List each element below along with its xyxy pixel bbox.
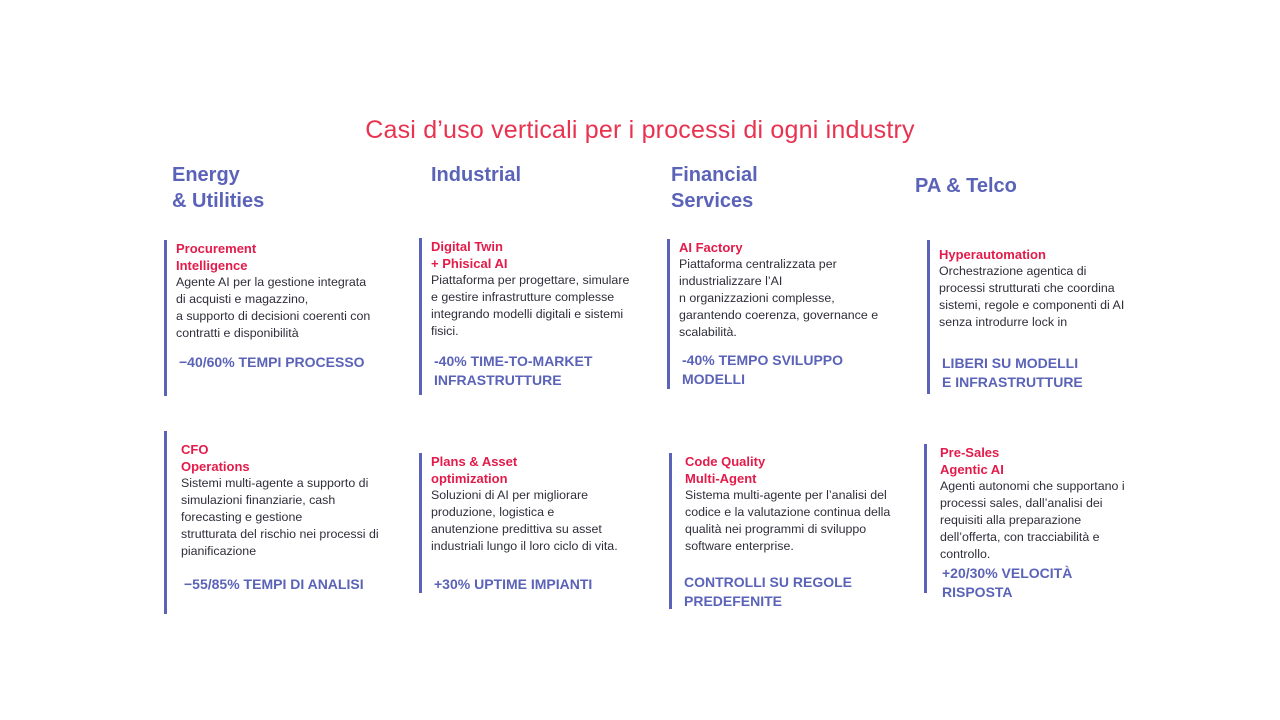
card-kpi: LIBERI SU MODELLI E INFRASTRUTTURE xyxy=(942,355,1083,390)
card-title: Code Quality Multi-Agent xyxy=(685,454,766,486)
use-case-card-hyperautomation xyxy=(927,240,1167,394)
card-description: Piattaforma per progettare, simulare e gestire infrastrutture complesse integrando modelli digitali e sistemi fisici. xyxy=(431,273,630,338)
card-description: Piattaforma centralizzata per industrializzare l’AI n organizzazioni complesse, garantendo coerenza, governance e scalabilità. xyxy=(679,257,879,339)
card-title: Hyperautomation xyxy=(939,247,1046,262)
card-title: Procurement Intelligence xyxy=(176,241,257,273)
card-kpi: −40/60% TEMPI PROCESSO xyxy=(179,354,365,370)
column-heading-financial-services: Financial Services xyxy=(671,164,758,212)
card-kpi: −55/85% TEMPI DI ANALISI xyxy=(184,576,364,592)
card-title: Plans & Asset optimization xyxy=(431,454,518,486)
card-description: Sistema multi-agente per l’analisi del codice e la valutazione continua della qualità nei programmi di sviluppo software enterprise. xyxy=(685,488,891,553)
card-description: Soluzioni di AI per migliorare produzione, logistica e anutenzione predittiva su asset industriali lungo il loro ciclo di vita. xyxy=(431,488,618,553)
column-heading-pa-telco: PA & Telco xyxy=(915,175,1017,197)
card-kpi: +30% UPTIME IMPIANTI xyxy=(434,576,593,592)
card-title: Pre-Sales Agentic AI xyxy=(940,445,1004,477)
card-kpi: -40% TEMPO SVILUPPO MODELLI xyxy=(682,352,844,387)
use-case-card-plans-asset-optimization xyxy=(419,453,659,593)
card-description: Agenti autonomi che supportano i processi sales, dall’analisi dei requisiti alla preparazione dell’offerta, con tracciabilità e controllo. xyxy=(940,479,1125,561)
card-kpi: +20/30% VELOCITÀ RISPOSTA xyxy=(942,565,1073,600)
card-kpi: -40% TIME-TO-MARKET INFRASTRUTTURE xyxy=(434,353,593,388)
use-case-card-code-quality xyxy=(669,453,909,609)
card-title: CFO Operations xyxy=(181,442,250,474)
card-kpi: CONTROLLI SU REGOLE PREDEFENITE xyxy=(684,574,852,609)
card-title: Digital Twin + Phisical AI xyxy=(431,239,508,271)
column-heading-industrial: Industrial xyxy=(431,164,522,186)
use-case-card-procurement-intelligence xyxy=(164,240,404,396)
use-case-card-ai-factory xyxy=(667,239,907,389)
use-case-card-cfo-operations xyxy=(164,431,404,614)
use-case-card-digital-twin xyxy=(419,238,659,395)
card-title: AI Factory xyxy=(679,240,743,255)
card-description: Agente AI per la gestione integrata di acquisti e magazzino, a supporto di decisioni coerenti con contratti e disponibilità xyxy=(176,275,371,340)
page-title: Casi d’uso verticali per i processi di ogni industry xyxy=(365,116,915,144)
card-description: Sistemi multi-agente a supporto di simulazioni finanziarie, cash forecasting e gestione strutturata del rischio nei processi di pianificazione xyxy=(181,476,379,558)
column-heading-energy-utilities: Energy & Utilities xyxy=(172,164,265,212)
use-case-card-pre-sales xyxy=(924,444,1164,600)
card-description: Orchestrazione agentica di processi strutturati che coordina sistemi, regole e componenti di AI senza introdurre lock in xyxy=(939,264,1125,329)
